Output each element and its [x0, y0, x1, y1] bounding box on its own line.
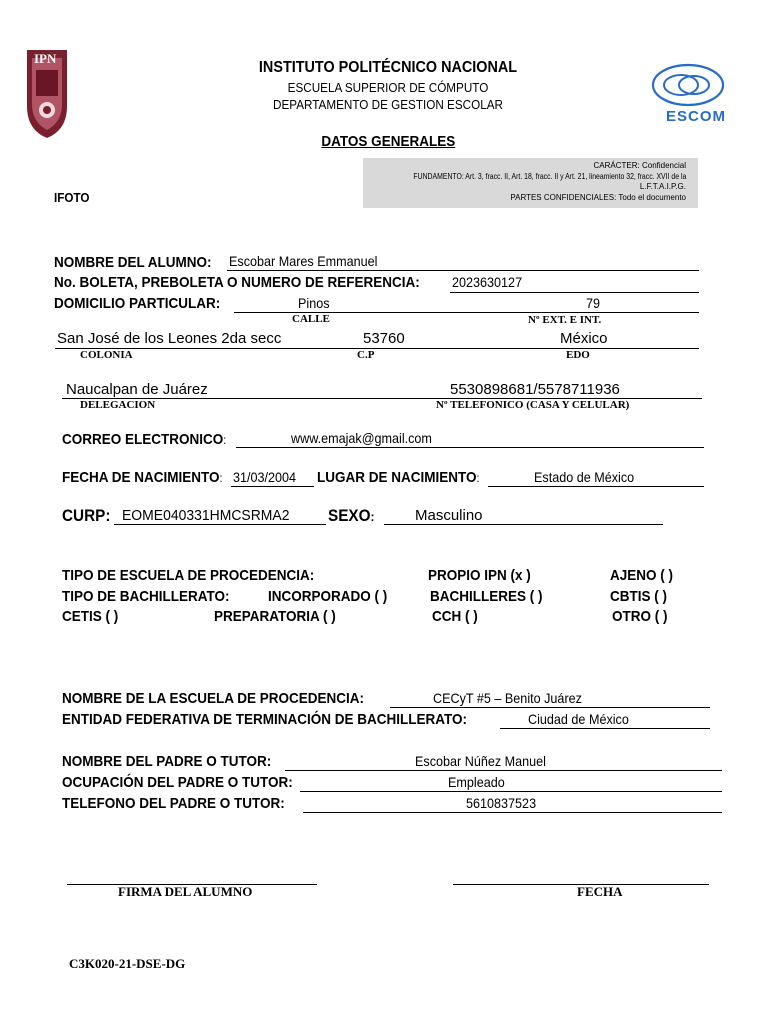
escom-logo-text: ESCOM: [666, 108, 727, 125]
origin-school-label: NOMBRE DE LA ESCUELA DE PROCEDENCIA:: [62, 690, 365, 707]
address-label: DOMICILIO PARTICULAR:: [54, 295, 221, 312]
sex-label: [328, 506, 374, 526]
confidential-line-4: PARTES CONFIDENCIALES: Todo el documento: [510, 193, 686, 202]
street-caption: CALLE: [292, 313, 330, 325]
birthdate-line: [231, 486, 314, 487]
student-signature-caption: FIRMA DEL ALUMNO: [118, 884, 253, 899]
form-title: [188, 133, 588, 150]
ajeno-option: AJENO ( ): [610, 567, 674, 584]
student-name-line: [227, 270, 699, 271]
origin-school-line: [390, 707, 710, 708]
confidential-line-3: L.F.T.A.I.P.G.: [639, 182, 686, 191]
ext-number-caption: Nº EXT. E INT.: [528, 314, 602, 326]
birthdate-label-colon: :: [219, 471, 223, 485]
incorporado-option: INCORPORADO ( ): [268, 588, 388, 605]
guardian-name-label: NOMBRE DEL PADRE O TUTOR:: [62, 753, 272, 770]
curp-label: CURP:: [62, 506, 111, 525]
ipn-logo-text: IPN: [34, 51, 57, 66]
birthplace-value: Estado de México: [534, 469, 635, 485]
cetis-option: CETIS ( ): [62, 608, 119, 625]
entity-value: Ciudad de México: [528, 711, 629, 727]
otro-option: OTRO ( ): [612, 608, 668, 625]
sex-line: [384, 524, 663, 525]
guardian-job-value: Empleado: [448, 774, 505, 790]
entity-label: ENTIDAD FEDERATIVA DE TERMINACIÓN DE BACHILLERATO:: [62, 711, 467, 728]
curp-value: EOME040331HMCSRMA2: [122, 507, 290, 524]
guardian-name-line: [285, 770, 722, 771]
phone-caption: Nº TELEFONICO (CASA Y CELULAR): [436, 399, 630, 411]
street-value: Pinos: [298, 295, 330, 311]
birthplace-label-colon: :: [476, 471, 480, 485]
colonia-caption: COLONIA: [80, 349, 133, 361]
delegation-value: Naucalpan de Juárez: [66, 381, 208, 398]
delegation-caption: DELEGACION: [80, 399, 156, 411]
email-line: [236, 447, 704, 448]
ipn-logo: [24, 48, 70, 140]
birthdate-label: [62, 469, 223, 486]
boleta-value: 2023630127: [452, 274, 523, 290]
boleta-line: [450, 292, 699, 293]
birthdate-value: 31/03/2004: [233, 469, 297, 485]
email-label: [62, 431, 226, 448]
confidential-line-1: CARÁCTER: Confidencial: [593, 161, 686, 170]
guardian-phone-value: 5610837523: [466, 795, 537, 811]
date-signature-caption: FECHA: [577, 884, 623, 899]
escom-logo: [648, 58, 728, 130]
department-name: DEPARTAMENTO DE GESTION ESCOLAR: [273, 97, 503, 112]
email-label-colon: :: [223, 433, 227, 447]
origin-school-value: CECyT #5 – Benito Juárez: [433, 690, 582, 706]
sex-value: Masculino: [415, 507, 483, 524]
phones-value: 5530898681/5578711936: [450, 381, 620, 398]
birthplace-line: [488, 486, 704, 487]
cp-value: 53760: [363, 330, 405, 347]
guardian-name-value: Escobar Núñez Manuel: [415, 753, 546, 769]
student-name-label: NOMBRE DEL ALUMNO:: [54, 254, 212, 271]
photo-label: IFOTO: [54, 190, 90, 205]
birthplace-label: [317, 469, 480, 486]
sex-label-colon: :: [370, 509, 375, 524]
preparatoria-option: PREPARATORIA ( ): [214, 608, 336, 625]
bachillerato-type-label: TIPO DE BACHILLERATO:: [62, 588, 230, 605]
cbtis-option: CBTIS ( ): [610, 588, 667, 605]
colonia-line: [55, 348, 699, 349]
boleta-label: No. BOLETA, PREBOLETA O NUMERO DE REFERENCIA:: [54, 274, 420, 291]
state-caption: EDO: [566, 349, 590, 361]
student-name-value: Escobar Mares Emmanuel: [229, 253, 378, 269]
guardian-job-label: OCUPACIÓN DEL PADRE O TUTOR:: [62, 774, 293, 791]
guardian-phone-line: [303, 812, 722, 813]
colonia-value: San José de los Leones 2da secc: [57, 330, 282, 347]
email-value: www.emajak@gmail.com: [291, 430, 432, 446]
email-label-text: CORREO ELECTRONICO: [62, 431, 224, 448]
ext-number-value: 79: [586, 295, 601, 311]
sex-label-text: SEXO: [328, 506, 371, 525]
bachilleres-option: BACHILLERES ( ): [430, 588, 543, 605]
state-value: México: [560, 330, 608, 347]
entity-line: [500, 728, 710, 729]
birthdate-label-text: FECHA DE NACIMIENTO: [62, 469, 220, 486]
birthplace-label-text: LUGAR DE NACIMIENTO: [317, 469, 477, 486]
school-type-label: TIPO DE ESCUELA DE PROCEDENCIA:: [62, 567, 315, 584]
school-name: ESCUELA SUPERIOR DE CÓMPUTO: [287, 80, 489, 95]
propio-ipn-option: PROPIO IPN (x ): [428, 567, 531, 584]
guardian-job-line: [300, 791, 722, 792]
cp-caption: C.P: [357, 349, 375, 361]
cch-option: CCH ( ): [432, 608, 478, 625]
form-code: C3K020-21-DSE-DG: [69, 956, 186, 971]
form-title-text: DATOS GENERALES: [321, 133, 455, 150]
guardian-phone-label: TELEFONO DEL PADRE O TUTOR:: [62, 795, 285, 812]
institute-name: INSTITUTO POLITÉCNICO NACIONAL: [258, 59, 518, 76]
confidential-line-2: FUNDAMENTO: Art. 3, fracc. II, Art. 18, fracc. II y Art. 21, lineamiento 32, fracc. XVII de la: [413, 172, 686, 181]
curp-line: [114, 524, 326, 525]
